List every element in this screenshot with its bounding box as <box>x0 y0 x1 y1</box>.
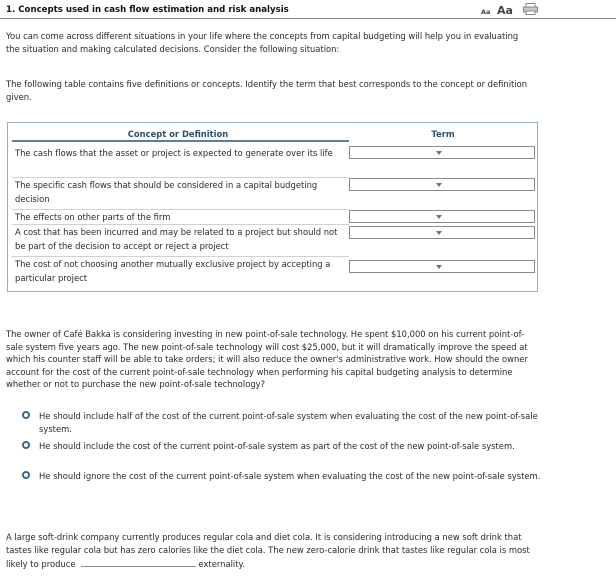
table-row-definition: The effects on other parts of the firm <box>15 212 171 222</box>
radio-button[interactable] <box>22 471 30 479</box>
option-label: He should include the cost of the current point-of-sale system as part of the cost of the new point-of-sale system. <box>39 441 515 451</box>
printer-icon[interactable] <box>523 3 538 15</box>
header-divider <box>12 140 349 142</box>
intro-text: You can come across different situations in your life where the concepts from capital budgeting will help you in evaluating the situation and making calculated decisions. Consider the following situation: <box>6 31 519 54</box>
chevron-down-icon <box>436 231 442 235</box>
answer-option[interactable] <box>22 410 552 436</box>
table-row-definition: The specific cash flows that should be considered in a capital budgeting decision <box>15 180 318 204</box>
table-row-definition: The cash flows that the asset or project is expected to generate over its life <box>15 148 333 158</box>
chevron-down-icon <box>436 183 442 187</box>
radio-button[interactable] <box>22 411 30 419</box>
dropdown-arrow-wrap <box>349 146 535 159</box>
radio-button[interactable] <box>22 441 30 449</box>
cafe-bakka-scenario: The owner of Café Bakka is considering investing in new point-of-sale technology. He spent $10,000 on his current point-of-sale system five years ago. The new point-of-sale technology will cost $25,000, but it will dramatically improve the speed at which his counter staff will be able to take orders; it will also reduce the owner's administrative work. How should the owner account for the cost of the current point-of-sale technology when performing his capital budgeting analysis to determine whether or not to purchase the new point-of-sale technology? <box>6 329 528 390</box>
answer-option[interactable] <box>22 440 552 466</box>
table-instructions: The following table contains five definitions or concepts. Identify the term that best corresponds to the concept or definition given. <box>6 79 528 102</box>
cola-question-text: A large soft-drink company currently produces regular cola and diet cola. It is considering introducing a new soft drink that tastes like regular cola but has zero calories like the diet cola. The new zero-calorie drink that tastes like regular cola is most likely to produce <box>6 532 530 569</box>
chevron-down-icon <box>436 215 442 219</box>
dropdown-arrow-wrap <box>349 210 535 223</box>
answer-option[interactable] <box>22 470 552 496</box>
question-title: 1. Concepts used in cash flow estimation and risk analysis <box>6 5 289 15</box>
decrease-font-button[interactable]: Aa <box>481 8 491 16</box>
option-label: He should include half of the cost of the current point-of-sale system when evaluating the cost of the new point-of-sale system. <box>39 411 538 434</box>
concept-term-table <box>7 122 538 292</box>
dropdown-arrow-wrap <box>349 260 535 273</box>
cola-question-suffix: externality. <box>198 559 245 569</box>
chevron-down-icon <box>436 151 442 155</box>
cola-question <box>6 531 538 571</box>
term-column-header: Term <box>431 129 455 139</box>
concept-column-header: Concept or Definition <box>127 129 229 139</box>
dropdown-arrow-wrap <box>349 226 535 239</box>
table-row-definition: A cost that has been incurred and may be related to a project but should not be part of the decision to accept or reject a project <box>15 227 338 251</box>
option-label: He should ignore the cost of the current point-of-sale system when evaluating the cost of the new point-of-sale system. <box>39 471 541 481</box>
externality-dropdown[interactable] <box>81 557 196 567</box>
increase-font-button[interactable]: Aa <box>497 4 513 17</box>
question-header <box>0 0 616 19</box>
table-row-definition: The cost of not choosing another mutually exclusive project by accepting a particular project <box>15 259 331 283</box>
dropdown-arrow-wrap <box>349 178 535 191</box>
chevron-down-icon <box>436 265 442 269</box>
